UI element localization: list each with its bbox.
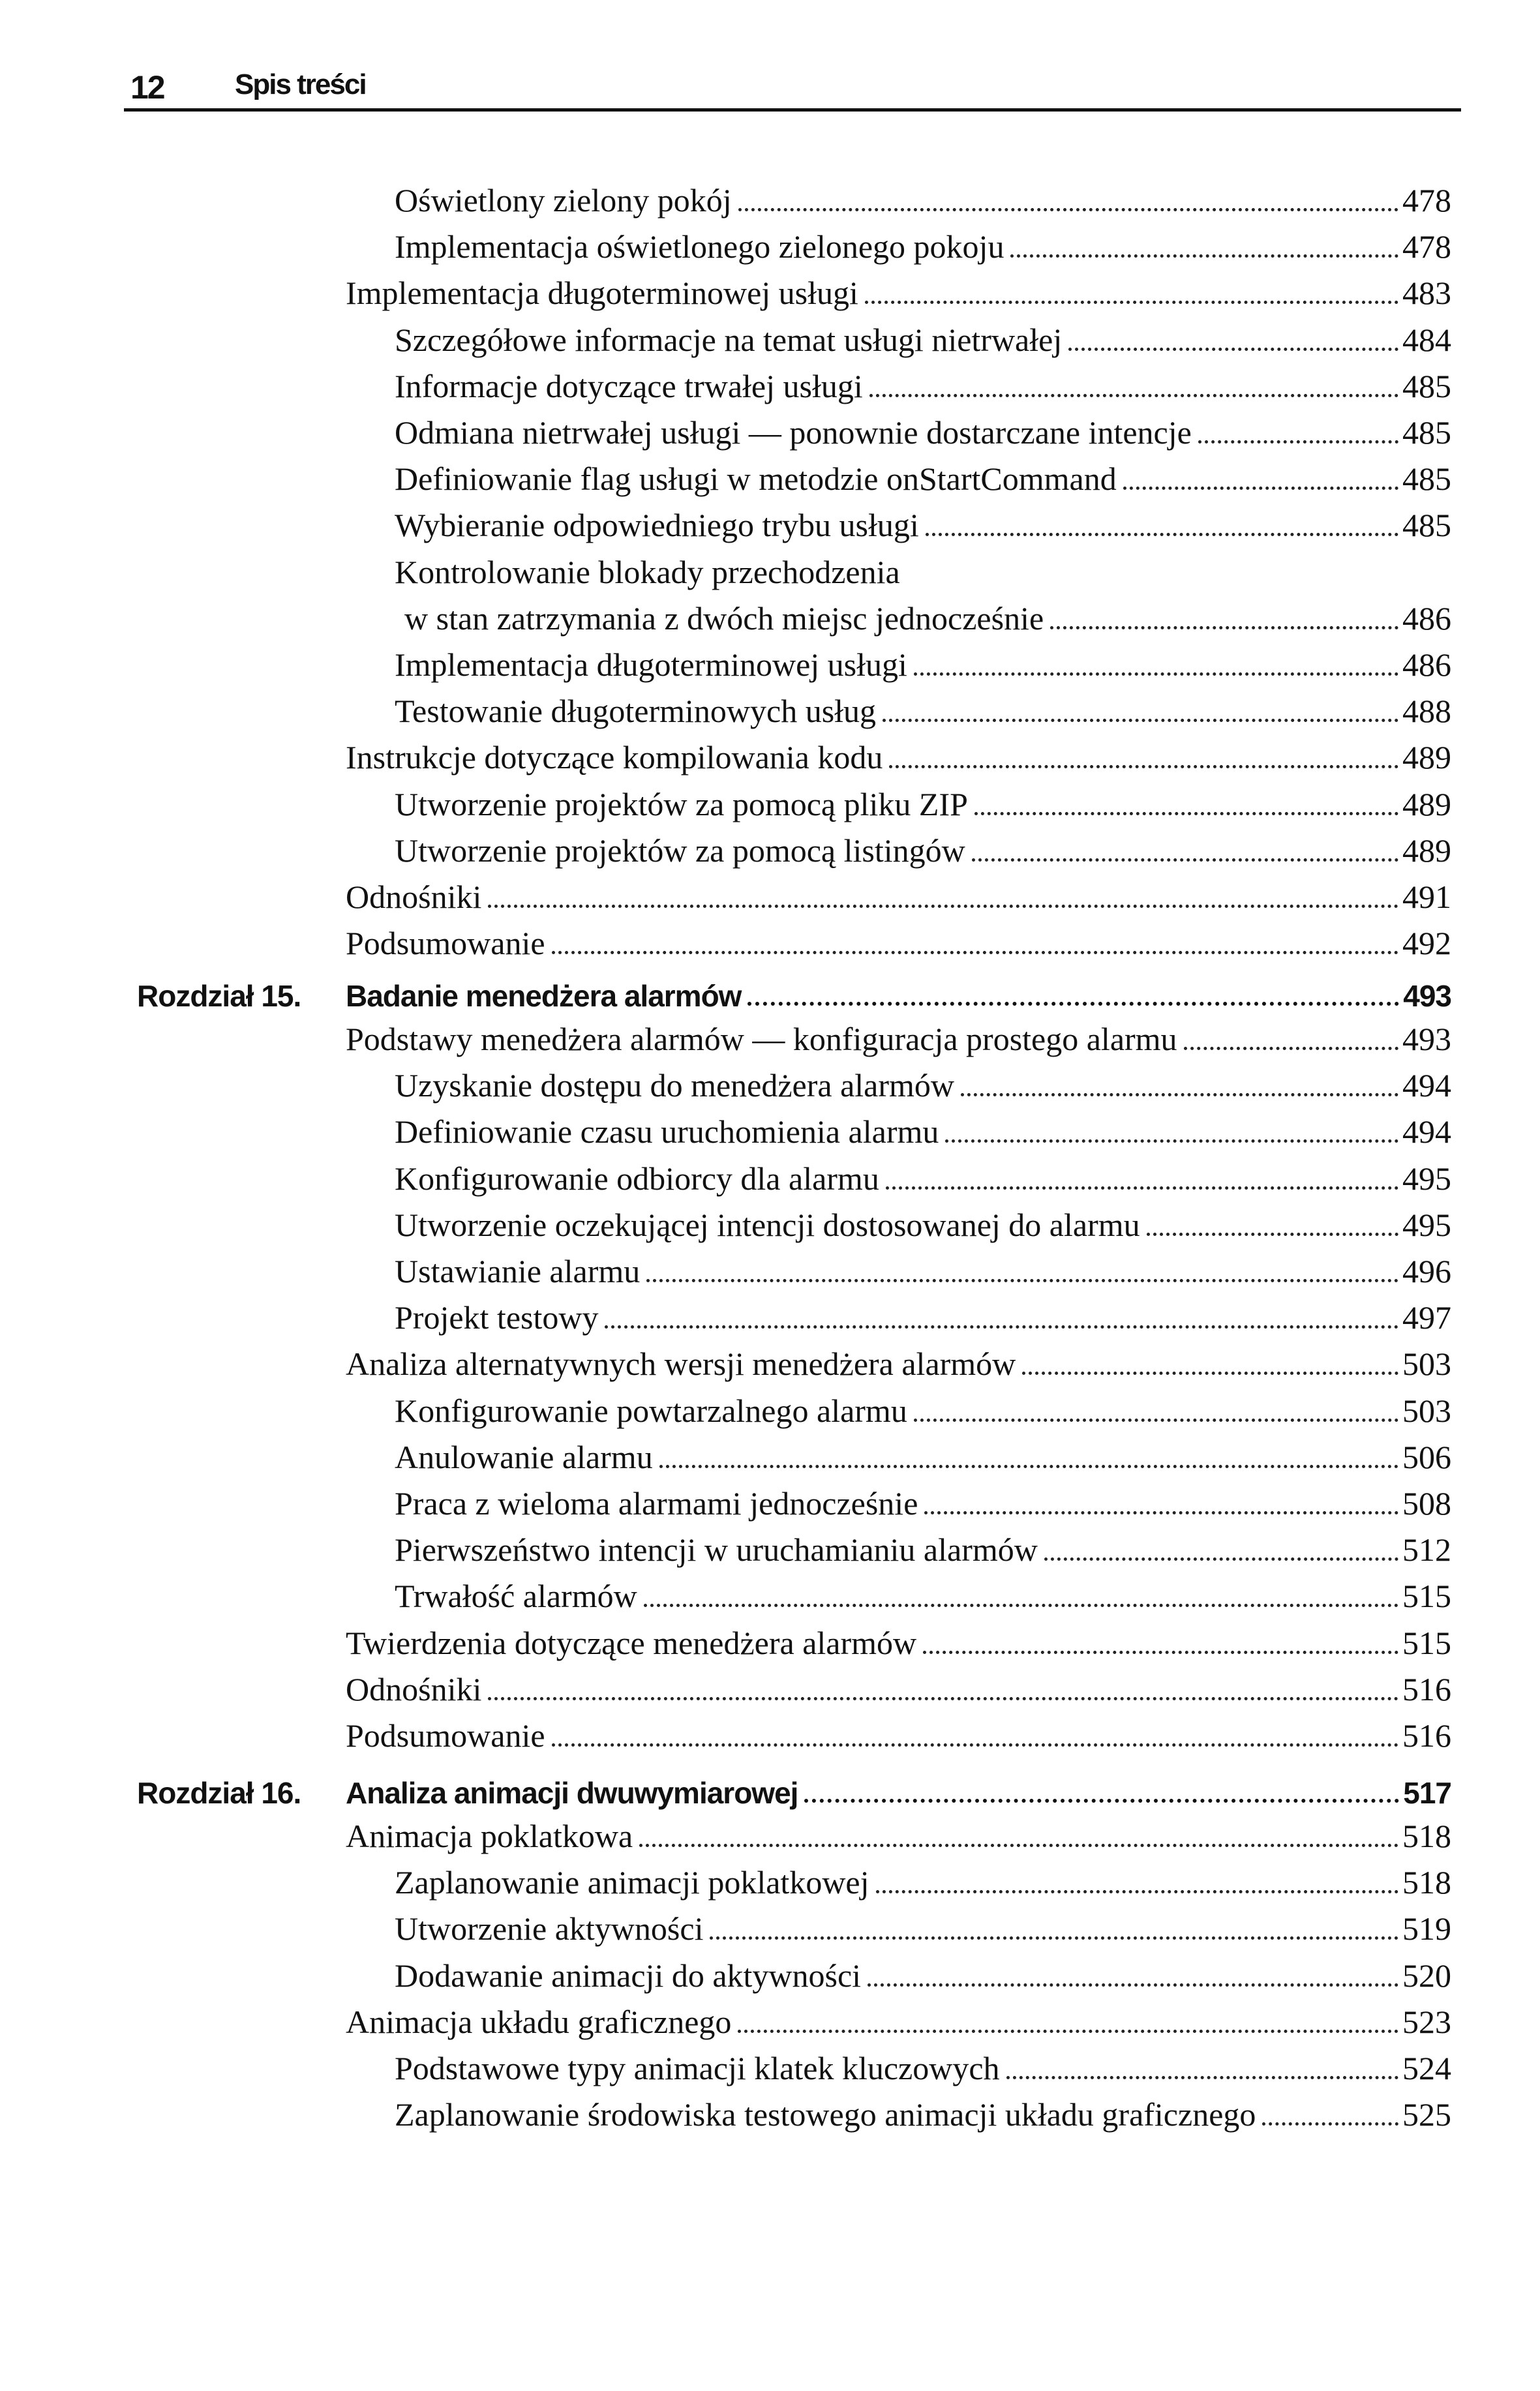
toc-entry[interactable]	[395, 1288, 1451, 1334]
dot-leader	[639, 1844, 1398, 1847]
chapter-title: Badanie menedżera alarmów	[346, 979, 742, 1013]
dot-leader	[1006, 2076, 1398, 2079]
toc-entry-title: Analiza alternatywnych wersji menedżera alarmów	[346, 1346, 1016, 1383]
dot-leader	[914, 672, 1398, 676]
toc-entry-page: 503	[1402, 1392, 1451, 1429]
toc-entry[interactable]	[395, 1242, 1451, 1287]
toc-entry-title: Implementacja długoterminowej usługi	[346, 275, 858, 312]
toc-entry-page: 478	[1402, 182, 1451, 218]
toc-entry-title: Oświetlony zielony pokój	[395, 182, 732, 218]
toc-entry[interactable]	[395, 2039, 1451, 2084]
toc-entry-page: 523	[1402, 2003, 1451, 2040]
toc-entry[interactable]	[346, 1706, 1451, 1752]
dot-leader	[1044, 1557, 1398, 1561]
toc-entry-title: Konfigurowanie powtarzalnego alarmu	[395, 1392, 907, 1429]
page-header	[130, 62, 1461, 108]
dot-leader	[1022, 1372, 1398, 1375]
toc-entry[interactable]	[395, 1381, 1451, 1427]
toc-entry[interactable]	[395, 1056, 1451, 1102]
toc-entry-title: Twierdzenia dotyczące menedżera alarmów	[346, 1624, 917, 1661]
toc-entry-page: 518	[1402, 1818, 1451, 1854]
toc-entry[interactable]	[404, 589, 1451, 635]
toc-entry-title: Informacje dotyczące trwałej usługi	[395, 367, 863, 404]
toc-entry[interactable]	[395, 1196, 1451, 1241]
dot-leader	[605, 1325, 1398, 1329]
toc-entry-title: Podstawowe typy animacji klatek kluczowych	[395, 2050, 1000, 2086]
toc-entry[interactable]	[346, 1334, 1451, 1383]
dot-leader	[972, 858, 1398, 862]
toc-entry[interactable]	[395, 171, 1451, 217]
dot-leader	[1147, 1233, 1398, 1236]
page-number: 12	[130, 69, 164, 106]
toc-entry-title: Podstawy menedżera alarmów — konfiguracja prostego alarmu	[346, 1021, 1177, 1057]
toc-entry-title: Definiowanie flag usługi w metodzie onStartCommand	[395, 460, 1117, 498]
toc-entry[interactable]	[395, 449, 1451, 498]
dot-leader	[804, 1799, 1399, 1803]
toc-entry[interactable]	[346, 1807, 1451, 1852]
dot-leader	[889, 765, 1398, 768]
toc-entry-title: Zaplanowanie animacji poklatkowej	[395, 1864, 869, 1901]
toc-entry-title: Instrukcje dotyczące kompilowania kodu	[346, 739, 883, 776]
toc-entry-page: 494	[1402, 1067, 1451, 1104]
dot-leader	[974, 812, 1398, 815]
toc-entry-title: Praca z wieloma alarmami jednocześnie	[395, 1485, 918, 1522]
toc-entry[interactable]	[395, 635, 1451, 681]
toc-entry-title: Pierwszeństwo intencji w uruchamianiu alarmów	[395, 1531, 1038, 1569]
toc-entry-title: Utworzenie aktywności	[395, 1910, 704, 1947]
toc-entry-page: 495	[1402, 1206, 1451, 1243]
dot-leader	[914, 1419, 1398, 1422]
toc-entry-title: Zaplanowanie środowiska testowego animacji układu graficznego	[395, 2096, 1256, 2133]
toc-entry-title: Implementacja oświetlonego zielonego pokoju	[395, 228, 1004, 265]
toc-entry-title: Utworzenie oczekującej intencji dostosowanej do alarmu	[395, 1206, 1140, 1243]
toc-entry-page: 508	[1402, 1485, 1451, 1522]
toc-entry-page: 503	[1402, 1346, 1451, 1383]
toc-entry-title: Animacja układu graficznego	[346, 2003, 732, 2040]
dot-leader	[488, 905, 1398, 908]
toc-entry-page: 516	[1402, 1670, 1451, 1707]
dot-leader	[923, 1651, 1398, 1654]
toc-entry-title: Konfigurowanie odbiorcy dla alarmu	[395, 1160, 879, 1197]
toc-entry[interactable]	[395, 543, 1451, 588]
toc-entry-title: Definiowanie czasu uruchomienia alarmu	[395, 1113, 939, 1150]
dot-leader	[1262, 2122, 1398, 2126]
toc-entry-page: 516	[1402, 1717, 1451, 1754]
toc-entry[interactable]	[395, 1474, 1451, 1520]
toc-entry[interactable]	[346, 1993, 1451, 2038]
toc-entry[interactable]	[346, 1614, 1451, 1659]
toc-entry-page: 506	[1402, 1438, 1451, 1475]
toc-entry[interactable]	[395, 1102, 1451, 1148]
toc-entry-page: 486	[1402, 599, 1451, 637]
toc-entry[interactable]	[395, 1428, 1451, 1473]
toc-entry-title: Podsumowanie	[346, 1717, 545, 1754]
toc-entry-title: Podsumowanie	[346, 925, 545, 962]
toc-entry-page: 520	[1402, 1957, 1451, 1994]
dot-leader	[876, 1890, 1398, 1893]
toc-entry-page: 491	[1402, 879, 1451, 915]
toc-entry-title: Projekt testowy	[395, 1299, 599, 1336]
toc-entry-page: 495	[1402, 1160, 1451, 1197]
toc-entry[interactable]	[395, 357, 1451, 402]
dot-leader	[644, 1604, 1398, 1607]
dot-leader	[924, 1511, 1398, 1514]
dot-leader	[659, 1465, 1398, 1468]
dot-leader	[1123, 487, 1398, 490]
toc-entry[interactable]	[346, 914, 1451, 962]
dot-leader	[1068, 348, 1398, 351]
toc-entry-page: 497	[1402, 1299, 1451, 1336]
toc-entry-title: Wybieranie odpowiedniego trybu usługi	[395, 507, 919, 544]
toc-entry-page: 483	[1402, 275, 1451, 312]
toc-entry-title: Dodawanie animacji do aktywności	[395, 1957, 862, 1994]
dot-leader	[738, 208, 1398, 211]
dot-leader	[869, 394, 1398, 397]
toc-entry-title: Utworzenie projektów za pomocą listingów	[395, 832, 965, 869]
dot-leader	[552, 1743, 1398, 1747]
dot-leader	[961, 1093, 1398, 1096]
toc-entry-page: 493	[1402, 1021, 1451, 1057]
dot-leader	[710, 1936, 1398, 1940]
toc-entry-page: 478	[1402, 228, 1451, 265]
toc-entry-title: Odmiana nietrwałej usługi — ponownie dostarczane intencje	[395, 414, 1192, 451]
chapter-number: Rozdział 15.	[137, 979, 301, 1013]
toc-entry[interactable]	[395, 496, 1451, 544]
toc-entry-page: 524	[1402, 2050, 1451, 2086]
toc-entry-title: Kontrolowanie blokady przechodzenia	[395, 553, 900, 590]
toc-entry[interactable]	[346, 867, 1451, 913]
dot-leader	[488, 1697, 1398, 1700]
toc-entry[interactable]	[395, 403, 1451, 449]
toc-entry-page: 489	[1402, 739, 1451, 776]
dot-leader	[646, 1279, 1398, 1282]
dot-leader	[868, 1983, 1398, 1987]
header-rule	[124, 108, 1461, 112]
toc-entry-page: 485	[1402, 460, 1451, 498]
dot-leader	[926, 533, 1398, 536]
dot-leader	[945, 1139, 1398, 1143]
toc-entry-page: 496	[1402, 1253, 1451, 1289]
dot-leader	[865, 301, 1398, 304]
toc-entry-page: 485	[1402, 367, 1451, 404]
toc-entry[interactable]	[395, 310, 1451, 356]
toc-entry[interactable]	[395, 1899, 1451, 1945]
toc-entry[interactable]	[395, 1520, 1451, 1569]
toc-entry-title: Implementacja długoterminowej usługi	[395, 646, 907, 683]
toc-entry-page: 486	[1402, 646, 1451, 683]
dot-leader	[1050, 626, 1398, 629]
chapter-heading[interactable]	[137, 1756, 1451, 1808]
toc-entry-title: Ustawianie alarmu	[395, 1253, 641, 1289]
toc-entry-page: 489	[1402, 832, 1451, 869]
toc-entry[interactable]	[346, 263, 1451, 312]
toc-entry-title: Anulowanie alarmu	[395, 1438, 653, 1475]
dot-leader	[886, 1186, 1398, 1190]
toc-entry-title: Odnośniki	[346, 1670, 482, 1707]
toc-entry-title: Trwałość alarmów	[395, 1578, 637, 1615]
toc-entry-page: 488	[1402, 693, 1451, 730]
chapter-number: Rozdział 16.	[137, 1776, 301, 1810]
toc-entry[interactable]	[395, 1567, 1451, 1615]
toc-entry[interactable]	[395, 1946, 1451, 1992]
toc-entry-page: 492	[1402, 925, 1451, 962]
toc-entry[interactable]	[395, 775, 1451, 820]
dot-leader	[1184, 1047, 1398, 1050]
chapter-page: 517	[1403, 1776, 1451, 1810]
toc-entry[interactable]	[395, 821, 1451, 867]
toc-entry-title: Uzyskanie dostępu do menedżera alarmów	[395, 1067, 955, 1104]
toc-entry-page: 485	[1402, 414, 1451, 451]
dot-leader	[552, 951, 1398, 954]
toc-entry[interactable]	[346, 1010, 1451, 1055]
toc-entry[interactable]	[395, 1853, 1451, 1899]
dot-leader	[1010, 254, 1398, 258]
toc-entry-page: 512	[1402, 1531, 1451, 1569]
toc-entry-title: Odnośniki	[346, 879, 482, 915]
toc-entry-page: 494	[1402, 1113, 1451, 1150]
dot-leader	[747, 1002, 1399, 1006]
toc-entry[interactable]	[346, 1660, 1451, 1706]
toc-entry-page: 515	[1402, 1578, 1451, 1615]
running-title: Spis treści	[235, 68, 366, 100]
toc-entry-title: Testowanie długoterminowych usług	[395, 693, 877, 730]
toc-entry-page: 519	[1402, 1910, 1451, 1947]
toc-entry-title: w stan zatrzymania z dwóch miejsc jednocześnie	[404, 599, 1044, 637]
toc-entry[interactable]	[395, 217, 1451, 263]
toc-entry-page: 485	[1402, 507, 1451, 544]
chapter-heading[interactable]	[137, 959, 1451, 1011]
chapter-title: Analiza animacji dwuwymiarowej	[346, 1776, 798, 1810]
toc-entry-page: 484	[1402, 321, 1451, 358]
toc-entry[interactable]	[395, 682, 1451, 730]
dot-leader	[1198, 440, 1398, 444]
toc-entry[interactable]	[346, 728, 1451, 774]
toc-entry-page: 489	[1402, 785, 1451, 822]
toc-entry[interactable]	[395, 2085, 1451, 2131]
chapter-page: 493	[1403, 979, 1451, 1013]
toc-entry-page: 515	[1402, 1624, 1451, 1661]
toc-entry-title: Szczegółowe informacje na temat usługi nietrwałej	[395, 321, 1063, 358]
dot-leader	[738, 2030, 1398, 2033]
toc-entry-page: 525	[1402, 2096, 1451, 2133]
toc-entry-title: Animacja poklatkowa	[346, 1818, 633, 1854]
toc-entry-title: Utworzenie projektów za pomocą pliku ZIP	[395, 785, 968, 822]
toc-entry[interactable]	[395, 1149, 1451, 1195]
dot-leader	[883, 719, 1398, 722]
toc-entry-page: 518	[1402, 1864, 1451, 1901]
